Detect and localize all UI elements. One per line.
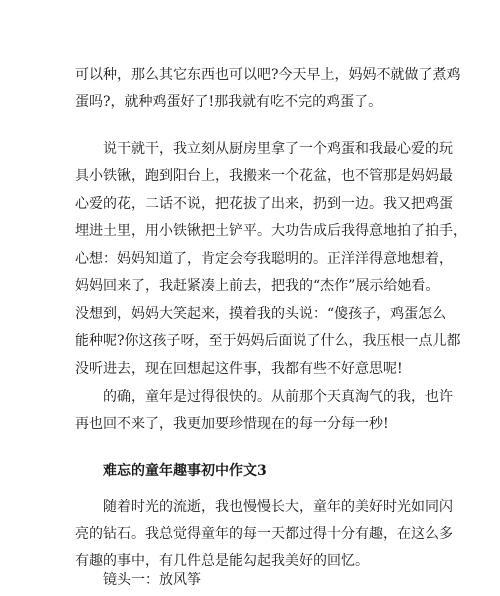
text-line: 妈妈回来了，我赶紧凑上前去，把我的“杰作”展示给她看。 <box>75 278 440 294</box>
text-line: 亮的钻石。我总觉得童年的每一天都过得十分有趣，在这么多 <box>75 526 453 542</box>
text-line: 可以种，那么其它东西也可以吧?今天早上，妈妈不就做了煮鸡 <box>75 67 461 83</box>
text-line: 蛋吗?，就种鸡蛋好了!那我就有吃不完的鸡蛋了。 <box>75 94 383 110</box>
text-line: 再也回不来了，我更加要珍惜现在的每一分每一秒! <box>75 416 389 432</box>
text-line: 没听进去，现在回想起这件事，我都有些不好意思呢! <box>75 361 403 377</box>
section-heading: 难忘的童年趣事初中作文3 <box>103 463 267 479</box>
text-line: 心爱的花，二话不说，把花拔了出来，扔到一边。我又把鸡蛋 <box>75 196 453 212</box>
text-line: 有趣的事中，有几件总是能勾起我美好的回忆。 <box>75 553 369 569</box>
text-line: 说干就干，我立刻从厨房里拿了一个鸡蛋和我最心爱的玩 <box>103 141 453 157</box>
text-line: 没想到，妈妈大笑起来，摸着我的头说：“傻孩子，鸡蛋怎么 <box>75 306 447 322</box>
text-line: 心想：妈妈知道了，肯定会夸我聪明的。正洋洋得意地想着， <box>75 251 453 267</box>
text-line: 具小铁锹，跑到阳台上，我搬来一个花盆，也不管那是妈妈最 <box>75 168 453 184</box>
text-line: 的确，童年是过得很快的。从前那个天真淘气的我，也许 <box>103 389 453 405</box>
text-line: 埋进土里，用小铁锹把土铲平。大功告成后我得意地拍了拍手， <box>75 223 467 239</box>
text-line: 随着时光的流逝，我也慢慢长大，童年的美好时光如同闪 <box>103 499 453 515</box>
text-line: 能种呢?你这孩子呀，至于妈妈后面说了什么，我压根一点儿都 <box>75 333 461 349</box>
document-page: 可以种，那么其它东西也可以吧?今天早上，妈妈不就做了煮鸡 蛋吗?，就种鸡蛋好了!那我就有吃不完的鸡蛋了。 说干就干，我立刻从厨房里拿了一个鸡蛋和我最心爱的玩 具小铁锹，跑到阳台上，我搬来一个花盆，也不管那是妈妈最 心爱的花，二话不说，把花拔了出来，扔到一边。我又把鸡蛋 埋进土里，用小铁锹把土铲平。大功告成后我得意地拍了拍手， 心想：妈妈知道了，肯定会夸我聪明的。正洋洋得意地想着， 妈妈回来了，我赶紧凑上前去，把我的“杰作”展示给她看。 没想到，妈妈大笑起来，摸着我的头说：“傻孩子，鸡蛋怎么 能种呢?你这孩子呀，至于妈妈后面说了什么，我压根一点儿都 没听进去，现在回想起这件事，我都有些不好意思呢! 的确，童年是过得很快的。从前那个天真淘气的我，也许 再也回不来了，我更加要珍惜现在的每一分每一秒! 难忘的童年趣事初中作文3 随着时光的流逝，我也慢慢长大，童年的美好时光如同闪 亮的钻石。我总觉得童年的每一天都过得十分有趣，在这么多 有趣的事中，有几件总是能勾起我美好的回忆。 镜头一：放风筝 <box>0 0 500 566</box>
